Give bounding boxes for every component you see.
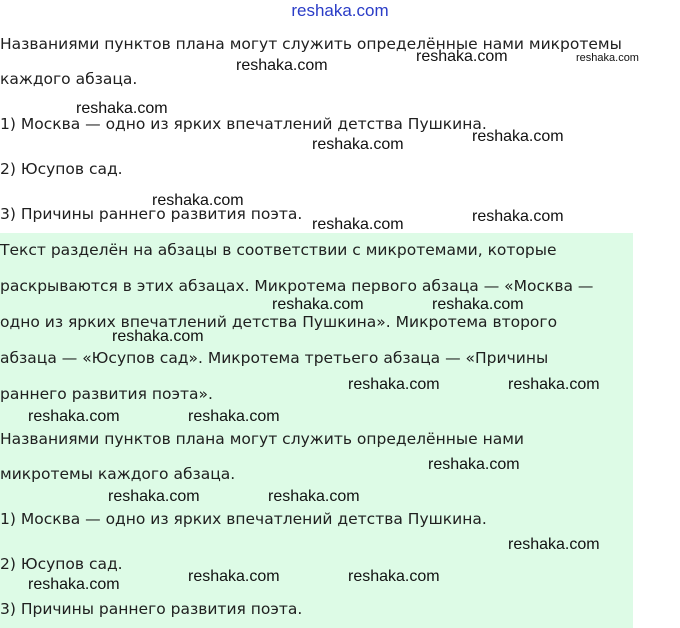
watermark: reshaka.com [108,488,200,505]
watermark: reshaka.com [472,208,564,225]
watermark: reshaka.com [268,488,360,505]
watermark: reshaka.com [508,536,600,553]
watermark: reshaka.com [312,216,404,233]
explanation-line: абзаца — «Юсупов сад». Микротема третьего абзаца — «Причины [0,349,549,367]
plan-item-1: 1) Москва — одно из ярких впечатлений детства Пушкина. [0,115,487,133]
explanation-line: раннего развития поэта». [0,385,213,403]
answer-plan-item-2: 2) Юсупов сад. [0,555,123,573]
explanation-line: одно из ярких впечатлений детства Пушкина». Микротема второго [0,313,558,331]
watermark: reshaka.com [312,136,404,153]
watermark: reshaka.com [28,408,120,425]
site-header[interactable]: reshaka.com [291,1,389,20]
plan-item-2: 2) Юсупов сад. [0,160,123,178]
answer-plan-item-1: 1) Москва — одно из ярких впечатлений детства Пушкина. [0,510,487,528]
watermark: reshaka.com [472,128,564,145]
watermark: reshaka.com [428,456,520,473]
intro-line: Названиями пунктов плана могут служить определённые нами микротемы [0,35,622,53]
plan-item-3: 3) Причины раннего развития поэта. [0,205,303,223]
watermark: reshaka.com [76,100,168,117]
watermark: reshaka.com [188,408,280,425]
watermark: reshaka.com [272,296,364,313]
watermark: reshaka.com [188,568,280,585]
explanation-line: раскрываются в этих абзацах. Микротема первого абзаца — «Москва — [0,277,594,295]
intro-line: каждого абзаца. [0,70,138,88]
watermark: reshaka.com [576,52,639,64]
watermark: reshaka.com [152,192,244,209]
watermark: reshaka.com [416,48,508,65]
answer-intro-line: микротемы каждого абзаца. [0,465,236,483]
answer-intro-line: Названиями пунктов плана могут служить определённые нами [0,430,524,448]
watermark: reshaka.com [348,568,440,585]
watermark: reshaka.com [28,576,120,593]
watermark: reshaka.com [236,57,328,74]
answer-plan-item-3: 3) Причины раннего развития поэта. [0,600,303,618]
watermark: reshaka.com [348,376,440,393]
watermark: reshaka.com [112,328,204,345]
explanation-line: Текст разделён на абзацы в соответствии с микротемами, которые [0,241,557,259]
watermark: reshaka.com [432,296,524,313]
watermark: reshaka.com [508,376,600,393]
